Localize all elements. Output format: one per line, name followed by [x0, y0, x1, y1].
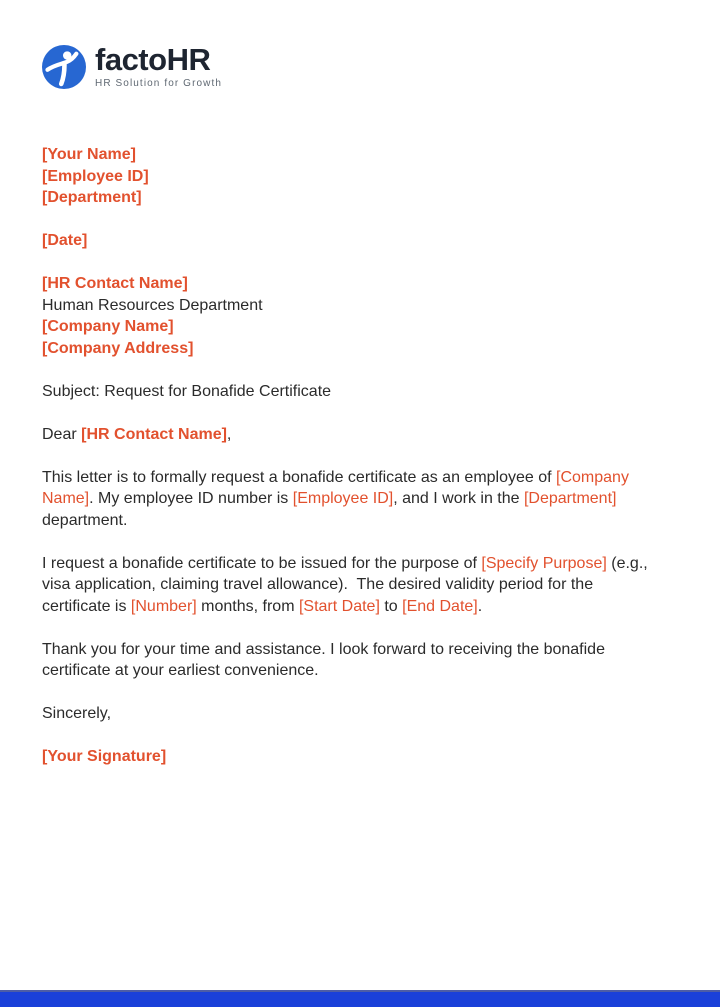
- letter-text: department.: [42, 490, 621, 529]
- salutation-line: [42, 424, 654, 446]
- placeholder-text: [Start Date]: [298, 597, 380, 615]
- letter-text: (e.g., visa application, claiming travel allowance). The desired validity period for the certificate is: [42, 554, 653, 615]
- subject-line: Subject: Request for Bonafide Certificate: [42, 382, 332, 400]
- letter-text: months, from: [196, 597, 299, 615]
- brand-tagline: HR Solution for Growth: [95, 78, 223, 89]
- recipient-department-line: Human Resources Department: [42, 296, 263, 314]
- placeholder-text: [Department]: [523, 490, 617, 507]
- sender-department-placeholder: [Department]: [42, 189, 142, 206]
- recipient-block: [42, 273, 654, 359]
- paragraph-purpose: [42, 553, 654, 618]
- placeholder-text: [Company Name]: [42, 468, 634, 507]
- paragraph-thanks: Thank you for your time and assistance. I look forward to receiving the bonafide certificate at your earliest convenience.: [42, 640, 605, 679]
- letter-text: . My employee ID number is: [89, 490, 293, 507]
- sender-block: [42, 144, 654, 209]
- closing-line: Sincerely,: [42, 705, 112, 722]
- date-block: [42, 230, 654, 252]
- letter-text: This letter is to formally request a bonafide certificate as an employee of: [42, 468, 557, 486]
- paragraph-request: [42, 467, 654, 532]
- placeholder-text: [HR Contact Name]: [81, 425, 227, 443]
- placeholder-text: [Specify Purpose]: [481, 554, 607, 572]
- letter-text: ,: [226, 425, 232, 443]
- signature-placeholder: [Your Signature]: [42, 748, 167, 765]
- sender-employee-id-placeholder: [Employee ID]: [42, 167, 149, 185]
- factohr-logo: [42, 44, 676, 89]
- company-name-placeholder: [Company Name]: [42, 318, 174, 335]
- letter-text: to: [379, 597, 403, 615]
- factohr-logo-icon: [42, 45, 86, 89]
- letter-text: Dear: [42, 425, 82, 443]
- company-address-placeholder: [Company Address]: [42, 339, 194, 357]
- hr-contact-name-placeholder: [HR Contact Name]: [42, 275, 188, 292]
- letter-text: I request a bonafide certificate to be issued for the purpose of: [42, 554, 482, 572]
- letter-body: [42, 144, 654, 768]
- brand-name: factoHR: [95, 42, 211, 77]
- letter-text: , and I work in the: [393, 490, 524, 507]
- placeholder-text: [Number]: [130, 597, 197, 615]
- placeholder-text: [End Date]: [402, 597, 478, 615]
- placeholder-text: [Employee ID]: [292, 490, 394, 507]
- logo-text: [95, 44, 222, 89]
- letter-text: .: [477, 597, 483, 615]
- date-placeholder: [Date]: [42, 232, 88, 249]
- footer-bar: [0, 990, 720, 1007]
- sender-name-placeholder: [Your Name]: [42, 146, 136, 163]
